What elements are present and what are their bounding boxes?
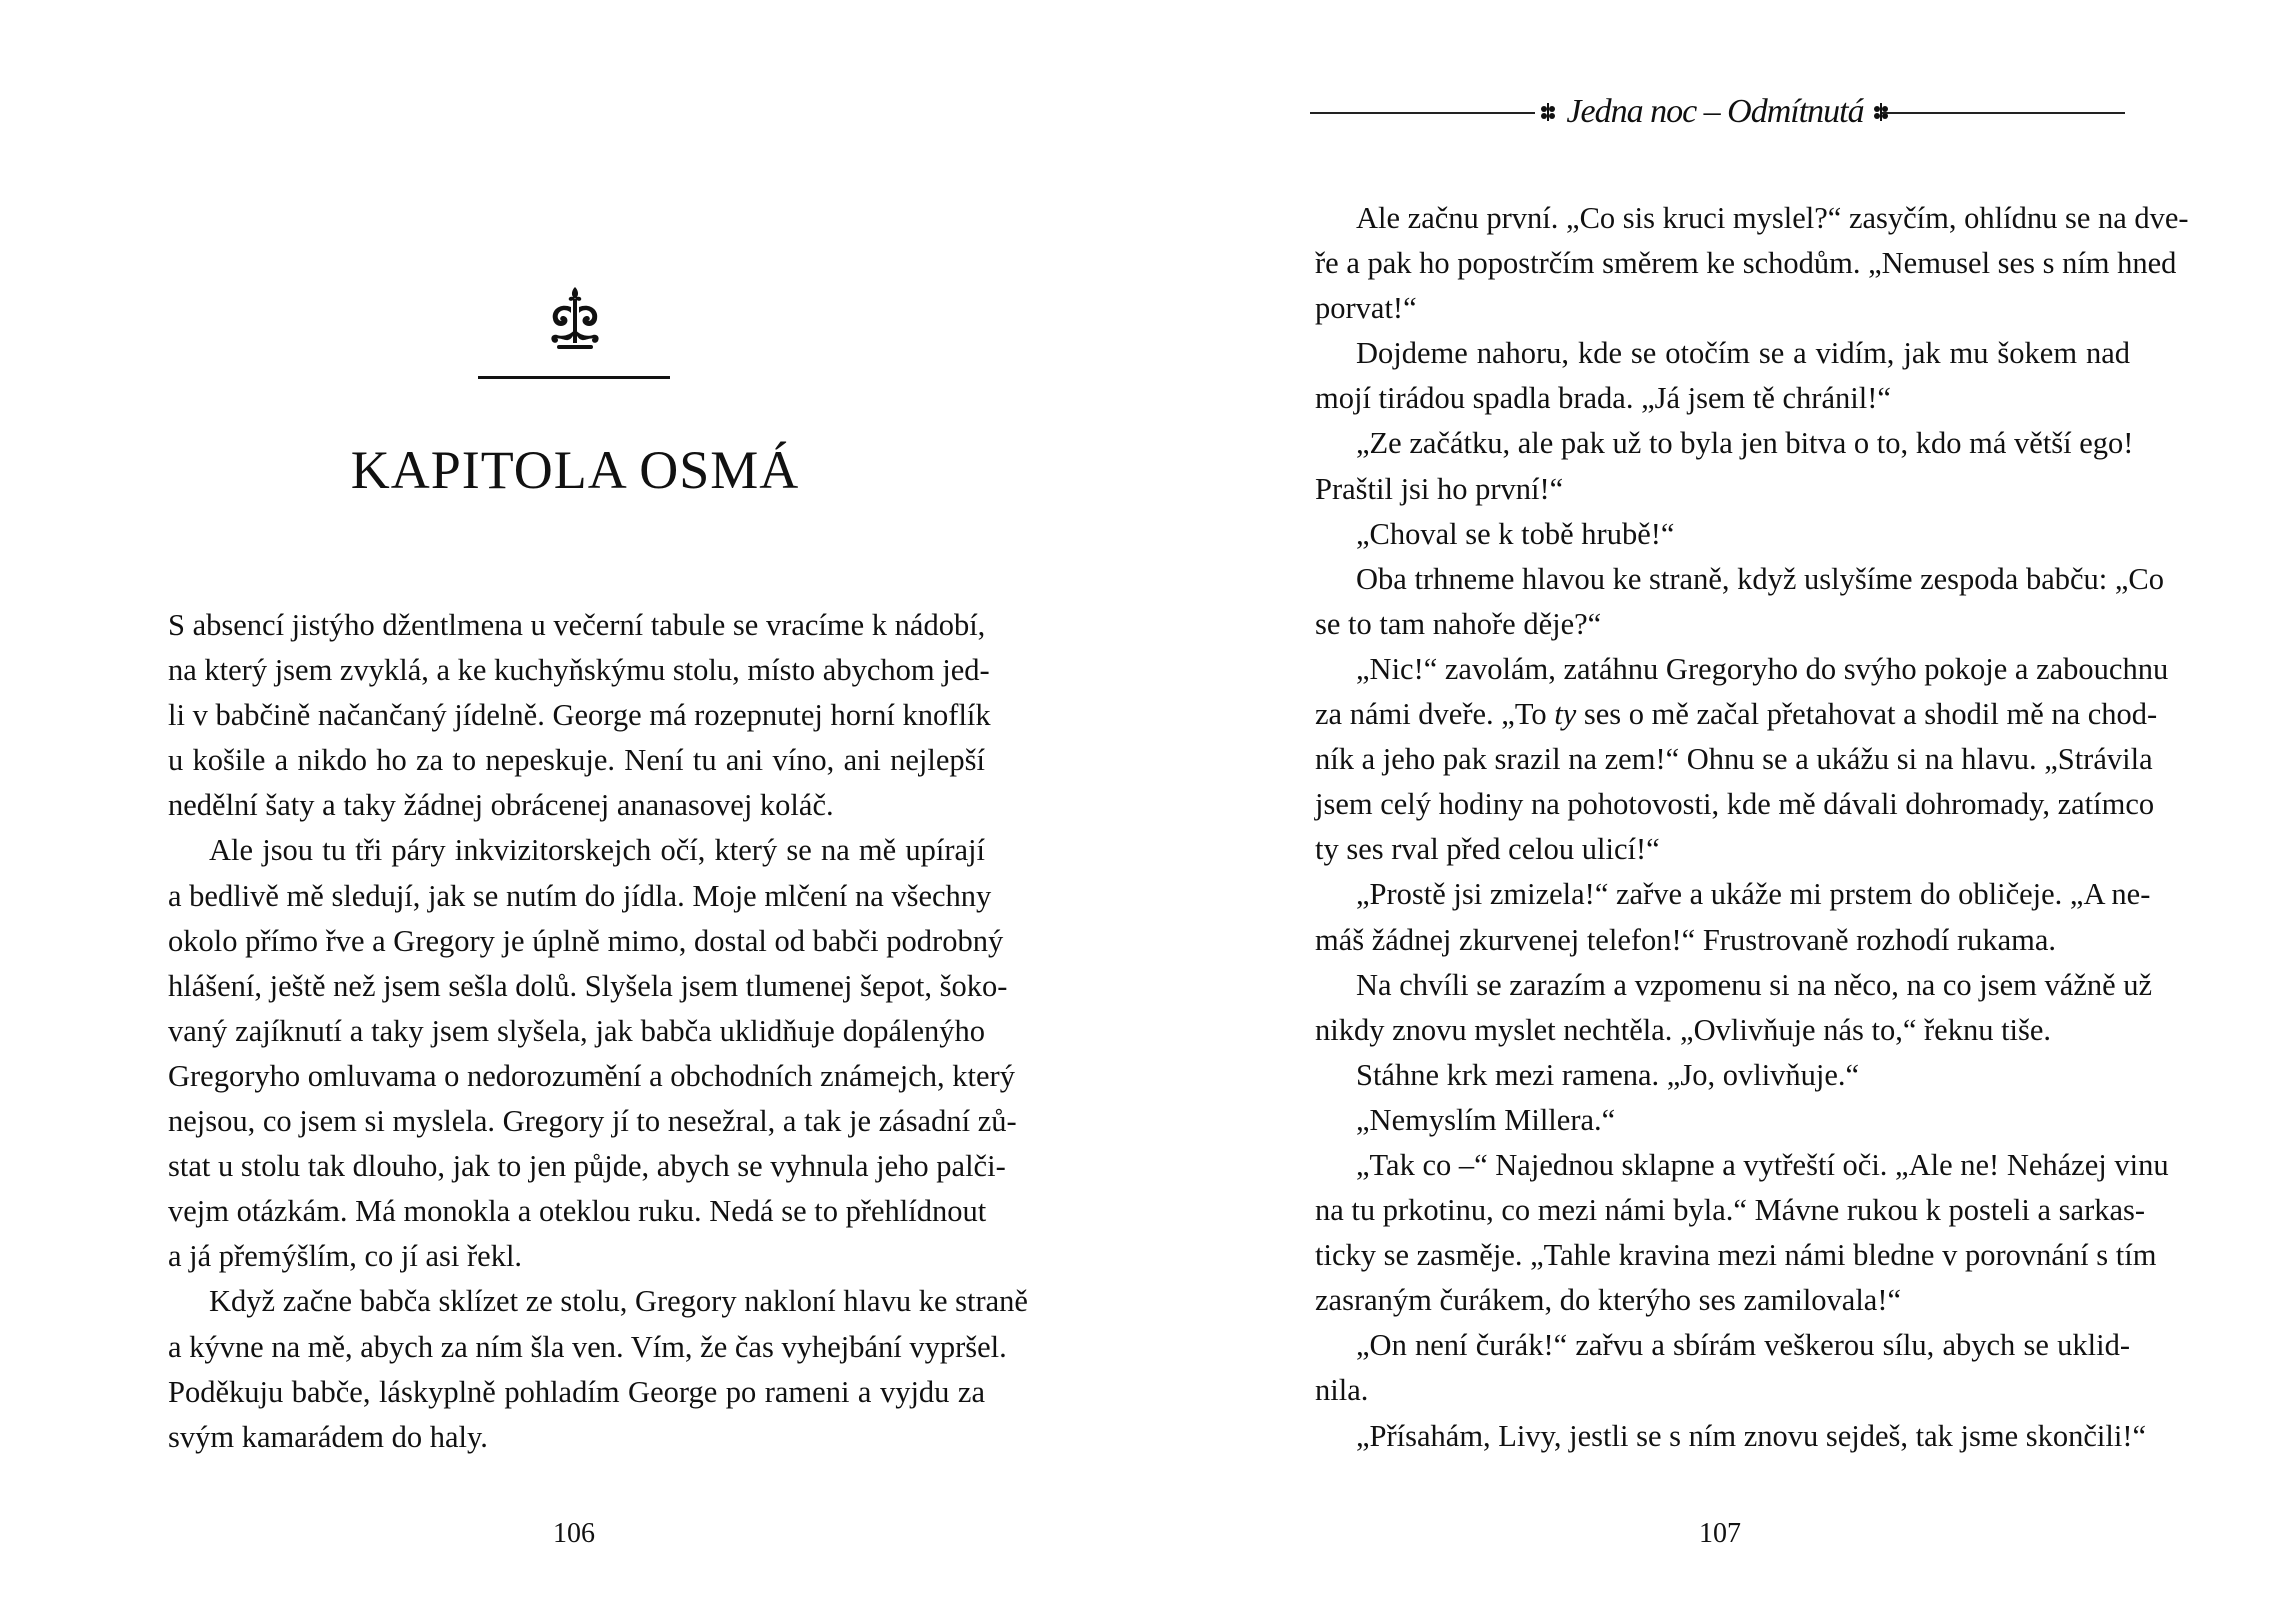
paragraph (168, 1279, 1028, 1459)
paragraph (1315, 872, 2151, 962)
text-line: „Nemyslím Millera.“ (1356, 1102, 1616, 1137)
paragraph (1315, 647, 2169, 872)
paragraph (1315, 1053, 2130, 1098)
text-line: „Ze začátku, ale pak už to byla jen bitva o to, kdo má větší ego! (1356, 426, 2134, 461)
text-line: „Přísahám, Livy, jestli se s ním znovu sejdeš, tak jsme skončili!“ (1356, 1418, 2147, 1453)
text-line: ty ses rval před celou ulicí!“ (1315, 832, 1660, 867)
text-line: Dojdeme nahoru, kde se otočím se a vidím, jak mu šokem nad (1356, 336, 2130, 371)
paragraph (1315, 1323, 2130, 1413)
text-line: a já přemýšlím, co jí asi řekl. (168, 1239, 523, 1274)
text-line: na který jsem zvyklá, a ke kuchyňskýmu stolu, místo abychom jed- (168, 653, 990, 688)
paragraph (1315, 196, 2189, 331)
text-line: Ale začnu první. „Co sis kruci myslel?“ zasyčím, ohlídnu se na dve- (1356, 201, 2189, 235)
text-line: porvat!“ (1315, 291, 1417, 326)
text-line: Praštil jsi ho první!“ (1315, 471, 1564, 506)
text-line: vaný zajíknutí a taky jsem slyšela, jak babča uklidňuje dopálenýho (168, 1013, 985, 1048)
chapter-divider (478, 376, 670, 379)
text-line: a kývne na mě, abych za ním šla ven. Vím, že čas vyhejbání vypršel. (168, 1329, 1007, 1364)
text-line: nejsou, co jsem si myslela. Gregory jí to nesežral, a tak je zásadní zů- (168, 1104, 1017, 1139)
text-line: nila. (1315, 1373, 1369, 1408)
paragraph (1315, 963, 2153, 1053)
text-line: jsem celý hodiny na pohotovosti, kde mě dávali dohromady, zatímco (1315, 787, 2155, 822)
running-header (1310, 88, 2125, 138)
right-body-text (1315, 196, 2189, 1459)
text-line: na tu prkotinu, co mezi námi byla.“ Mávne rukou k posteli a sarkas- (1315, 1193, 2146, 1228)
text-line: „Choval se k tobě hrubě!“ (1356, 516, 1675, 551)
text-line: u košile a nikdo ho za to nepeskuje. Není tu ani víno, ani nejlepší (168, 743, 985, 778)
text-line: svým kamarádem do haly. (168, 1419, 488, 1454)
paragraph (1315, 1098, 2130, 1143)
text-line (1315, 692, 2158, 737)
text-line: Na chvíli se zarazím a vzpomenu si na něco, na co jsem vážně už (1356, 967, 2153, 1002)
text-line: Poděkuju babče, láskyplně pohladím George po rameni a vyjdu za (168, 1374, 985, 1409)
text-line: nikdy znovu myslet nechtěla. „Ovlivňuje nás to,“ řeknu tiše. (1315, 1012, 2052, 1047)
text-line: Ale jsou tu tři páry inkvizitorskejch očí, který se na mě upírají (209, 833, 985, 868)
text-line: Oba trhneme hlavou ke straně, když uslyšíme zespoda babču: „Co (1356, 561, 2165, 596)
text-line: stat u stolu tak dlouho, jak to jen půjde, abych se vyhnula jeho palči- (168, 1149, 1006, 1184)
emphasized-text: ty (1554, 697, 1577, 732)
page-number-left: 106 (553, 1518, 595, 1549)
running-header-title: Jedna noc – Odmítnutá (1566, 93, 1864, 130)
page-number-right: 107 (1699, 1518, 1741, 1549)
paragraph (1315, 1414, 2147, 1459)
paragraph (168, 828, 1017, 1279)
text-line: Když začne babča sklízet ze stolu, Gregory nakloní hlavu ke straně (209, 1284, 1028, 1319)
paragraph (168, 603, 991, 828)
text-segment: ses o mě začal přetahovat a shodil mě na chod- (1576, 697, 2158, 732)
text-line: vejm otázkám. Má monokla a oteklou ruku. Nedá se to přehlídnout (168, 1194, 987, 1229)
right-page (1142, 0, 2284, 1615)
text-line: Gregoryho omluvama o nedorozumění a obchodních známejch, který (168, 1058, 1015, 1093)
text-line: okolo přímo řve a Gregory je úplně mimo, dostal od babči podrobný (168, 923, 1004, 958)
paragraph (1315, 557, 2165, 647)
text-line: ník a jeho pak srazil na zem!“ Ohnu se a ukážu si na hlavu. „Strávila (1315, 742, 2153, 777)
fleuron-ornament-icon (545, 285, 605, 353)
fleuron-icon (1540, 102, 1556, 122)
text-line: zasraným čurákem, do kterýho ses zamilovala!“ (1315, 1283, 1902, 1318)
header-rule-left (1310, 112, 1535, 114)
text-line: S absencí jistýho džentlmena u večerní tabule se vracíme k nádobí, (168, 608, 986, 642)
text-line: máš žádnej zkurvenej telefon!“ Frustrovaně rozhodí rukama. (1315, 922, 2057, 957)
paragraph (1315, 421, 2134, 511)
text-line: li v babčině načančaný jídelně. George má rozepnutej horní knoflík (168, 698, 991, 733)
left-body-text (168, 603, 1028, 1460)
paragraph (1315, 1143, 2169, 1323)
text-line: ře a pak ho popostrčím směrem ke schodům. „Nemusel ses s ním hned (1315, 246, 2177, 281)
text-line: „Tak co –“ Najednou sklapne a vytřeští oči. „Ale ne! Neházej vinu (1356, 1147, 2169, 1182)
text-line: se to tam nahoře děje?“ (1315, 606, 1602, 641)
text-line: Stáhne krk mezi ramena. „Jo, ovlivňuje.“ (1356, 1057, 1860, 1092)
text-line: nedělní šaty a taky žádnej obrácenej ananasovej koláč. (168, 788, 834, 823)
text-line: „Nic!“ zavolám, zatáhnu Gregoryho do svýho pokoje a zabouchnu (1356, 651, 2169, 686)
text-line: ticky se zasměje. „Tahle kravina mezi námi bledne v porovnání s tím (1315, 1238, 2157, 1273)
chapter-title: KAPITOLA OSMÁ (350, 440, 800, 500)
text-line: mojí tirádou spadla brada. „Já jsem tě chránil!“ (1315, 381, 1891, 416)
paragraph (1315, 331, 2130, 421)
text-line: „Prostě jsi zmizela!“ zařve a ukáže mi prstem do obličeje. „A ne- (1356, 877, 2151, 912)
text-segment: za námi dveře. „To (1315, 697, 1555, 732)
paragraph (1315, 512, 2130, 557)
text-line: „On není čurák!“ zařvu a sbírám veškerou sílu, abych se uklid- (1356, 1328, 2130, 1363)
text-line: a bedlivě mě sledují, jak se nutím do jídla. Moje mlčení na všechny (168, 878, 992, 913)
header-rule-right (1882, 112, 2125, 114)
text-line: hlášení, ještě než jsem sešla dolů. Slyšela jsem tlumenej šepot, šoko- (168, 968, 1008, 1003)
